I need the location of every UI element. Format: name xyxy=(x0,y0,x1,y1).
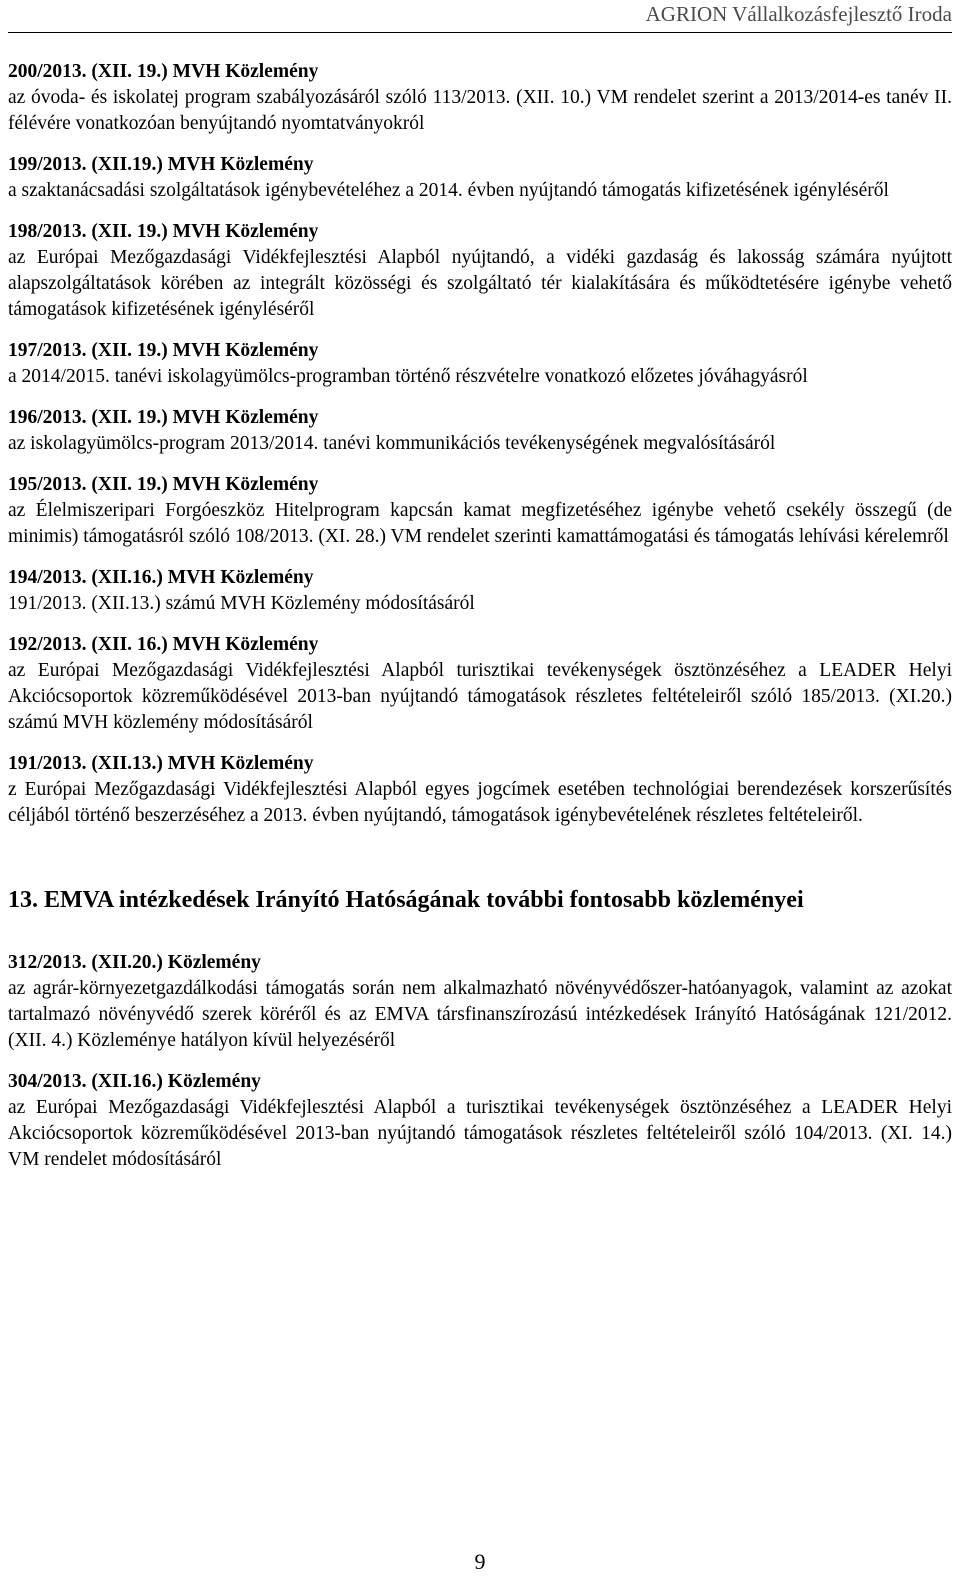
announcement-entry xyxy=(8,152,952,204)
entry-body: az Európai Mezőgazdasági Vidékfejlesztési Alapból nyújtandó, a vidéki gazdaság és lakosság számára nyújtott alapszolgáltatások körében az integrált közösségi és szolgáltató tér kialakítására és működtetésére igénybe vehető támogatások kifizetésének igényléséről xyxy=(8,247,952,320)
entry-body: az óvoda- és iskolatej program szabályozásáról szóló 113/2013. (XII. 10.) VM rendelet szerint a 2013/2014-es tanév II. félévére vonatkozóan benyújtandó nyomtatványokról xyxy=(8,87,952,134)
entry-title: 196/2013. (XII. 19.) MVH Közlemény xyxy=(8,407,319,428)
announcement-entry xyxy=(8,59,952,137)
announcement-entry xyxy=(8,219,952,323)
entry-body: a 2014/2015. tanévi iskolagyümölcs-programban történő részvételre vonatkozó előzetes jóváhagyásról xyxy=(8,366,808,387)
entry-body: a szaktanácsadási szolgáltatások igénybevételéhez a 2014. évben nyújtandó támogatás kifizetésének igényléséről xyxy=(8,180,889,201)
entry-title: 194/2013. (XII.16.) MVH Közlemény xyxy=(8,567,314,588)
entry-body: 191/2013. (XII.13.) számú MVH Közlemény módosításáról xyxy=(8,593,475,614)
entry-body: az agrár-környezetgazdálkodási támogatás során nem alkalmazható növényvédőszer-hatóanyagok, valamint az azokat tartalmazó növényvédő szerek köréről és az EMVA társfinanszírozású intézkedések Irányító Hatóságának 121/2012. (XII. 4.) Közleménye hatályon kívül helyezéséről xyxy=(8,978,952,1051)
section-heading: 13. EMVA intézkedések Irányító Hatóságának további fontosabb közleményei xyxy=(8,887,804,913)
entry-body: az Európai Mezőgazdasági Vidékfejlesztési Alapból turisztikai tevékenységek ösztönzéséhez a LEADER Helyi Akciócsoportok közreműködésével 2013-ban nyújtandó támogatások részletes feltételeiről szóló 185/2013. (XI.20.) számú MVH közlemény módosításáról xyxy=(8,660,952,733)
entry-title: 192/2013. (XII. 16.) MVH Közlemény xyxy=(8,634,319,655)
entry-title: 197/2013. (XII. 19.) MVH Közlemény xyxy=(8,340,319,361)
announcement-entry xyxy=(8,405,952,457)
announcement-entry xyxy=(8,751,952,829)
entry-title: 191/2013. (XII.13.) MVH Közlemény xyxy=(8,753,314,774)
document-content xyxy=(8,59,952,1188)
entry-title: 195/2013. (XII. 19.) MVH Közlemény xyxy=(8,474,319,495)
announcement-entry xyxy=(8,472,952,550)
entry-body: az Élelmiszeripari Forgóeszköz Hitelprogram kapcsán kamat megfizetéséhez igénybe vehető csekély összegű (de minimis) támogatásról szóló 108/2013. (XI. 28.) VM rendelet szerinti kamattámogatási és támogatás lehívási kérelemről xyxy=(8,500,952,547)
announcement-entry xyxy=(8,950,952,1054)
entry-title: 199/2013. (XII.19.) MVH Közlemény xyxy=(8,154,314,175)
entry-title: 200/2013. (XII. 19.) MVH Közlemény xyxy=(8,61,319,82)
header-title: AGRION Vállalkozásfejlesztő Iroda xyxy=(645,2,952,26)
page-header xyxy=(8,0,952,33)
entry-title: 312/2013. (XII.20.) Közlemény xyxy=(8,952,261,973)
announcement-entry xyxy=(8,1069,952,1173)
entry-title: 304/2013. (XII.16.) Közlemény xyxy=(8,1071,261,1092)
entry-title: 198/2013. (XII. 19.) MVH Közlemény xyxy=(8,221,319,242)
entry-body: z Európai Mezőgazdasági Vidékfejlesztési Alapból egyes jogcímek esetében technológiai berendezések korszerűsítés céljából történő beszerzéséhez a 2013. évben nyújtandó, támogatások igénybevételének részletes feltételeiről. xyxy=(8,779,952,826)
page-number: 9 xyxy=(474,1549,486,1574)
announcement-entry xyxy=(8,632,952,736)
entry-body: az iskolagyümölcs-program 2013/2014. tanévi kommunikációs tevékenységének megvalósításáról xyxy=(8,433,776,454)
entry-body: az Európai Mezőgazdasági Vidékfejlesztési Alapból a turisztikai tevékenységek ösztönzéséhez a LEADER Helyi Akciócsoportok közreműködésével 2013-ban nyújtandó támogatások részletes feltételeiről szóló 104/2013. (XI. 14.) VM rendelet módosításáról xyxy=(8,1097,952,1170)
announcement-entry xyxy=(8,338,952,390)
announcement-entry xyxy=(8,565,952,617)
